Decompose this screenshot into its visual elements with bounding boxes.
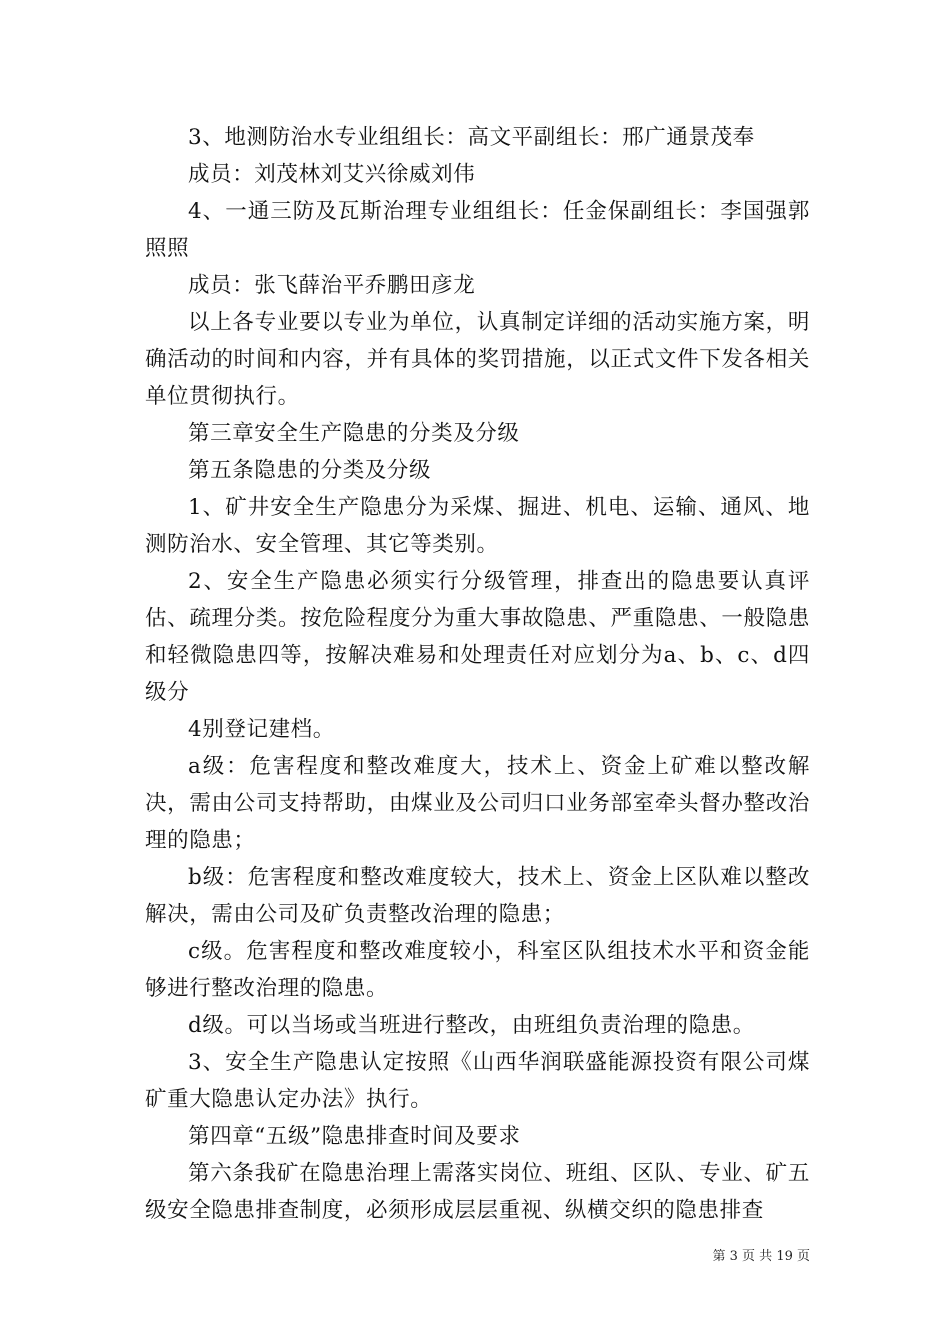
paragraph-level-b: b级：危害程度和整改难度较大，技术上、资金上区队难以整改解决，需由公司及矿负责整改治理的隐患； (145, 865, 810, 927)
paragraph-identification-standard: 3、安全生产隐患认定按照《山西华润联盛能源投资有限公司煤矿重大隐患认定办法》执行。 (145, 1050, 810, 1112)
document-body (145, 119, 810, 1229)
chapter-four-heading: 第四章“五级”隐患排查时间及要求 (188, 1124, 521, 1149)
paragraph-article-six: 第六条我矿在隐患治理上需落实岗位、班组、区队、专业、矿五级安全隐患排查制度，必须形成层层重视、纵横交织的隐患排查 (145, 1161, 810, 1223)
paragraph-hazard-categories: 1、矿井安全生产隐患分为采煤、掘进、机电、运输、通风、地测防治水、安全管理、其它等类别。 (145, 495, 810, 557)
page-number-footer: 第 3 页 共 19 页 (712, 1249, 810, 1264)
paragraph-implementation: 以上各专业要以专业为单位，认真制定详细的活动实施方案，明确活动的时间和内容，并有具体的奖罚措施，以正式文件下发各相关单位贯彻执行。 (145, 310, 810, 409)
paragraph-geology-group: 3、地测防治水专业组组长：高文平副组长：邢广通景茂奉 (188, 125, 755, 150)
paragraph-hazard-grading: 2、安全生产隐患必须实行分级管理，排查出的隐患要认真评估、疏理分类。按危险程度分为重大事故隐患、严重隐患、一般隐患和轻微隐患四等，按解决难易和处理责任对应划分为a、b、c、d四级分 (145, 569, 810, 705)
paragraph-level-d: d级。可以当场或当班进行整改，由班组负责治理的隐患。 (188, 1013, 755, 1038)
article-five-heading: 第五条隐患的分类及分级 (188, 458, 432, 483)
paragraph-ventilation-group: 4、一通三防及瓦斯治理专业组组长：任金保副组长：李国强郭照照 (145, 199, 810, 261)
paragraph-geology-members: 成员：刘茂林刘艾兴徐威刘伟 (188, 162, 476, 187)
paragraph-level-c: c级。危害程度和整改难度较小，科室区队组技术水平和资金能够进行整改治理的隐患。 (145, 939, 810, 1001)
paragraph-level-a: a级：危害程度和整改难度大，技术上、资金上矿难以整改解决，需由公司支持帮助，由煤业及公司归口业务部室牵头督办整改治理的隐患； (145, 754, 810, 853)
chapter-three-heading: 第三章安全生产隐患的分类及分级 (188, 421, 520, 446)
paragraph-registration: 4别登记建档。 (188, 717, 335, 742)
paragraph-ventilation-members: 成员：张飞薛治平乔鹏田彦龙 (188, 273, 476, 298)
